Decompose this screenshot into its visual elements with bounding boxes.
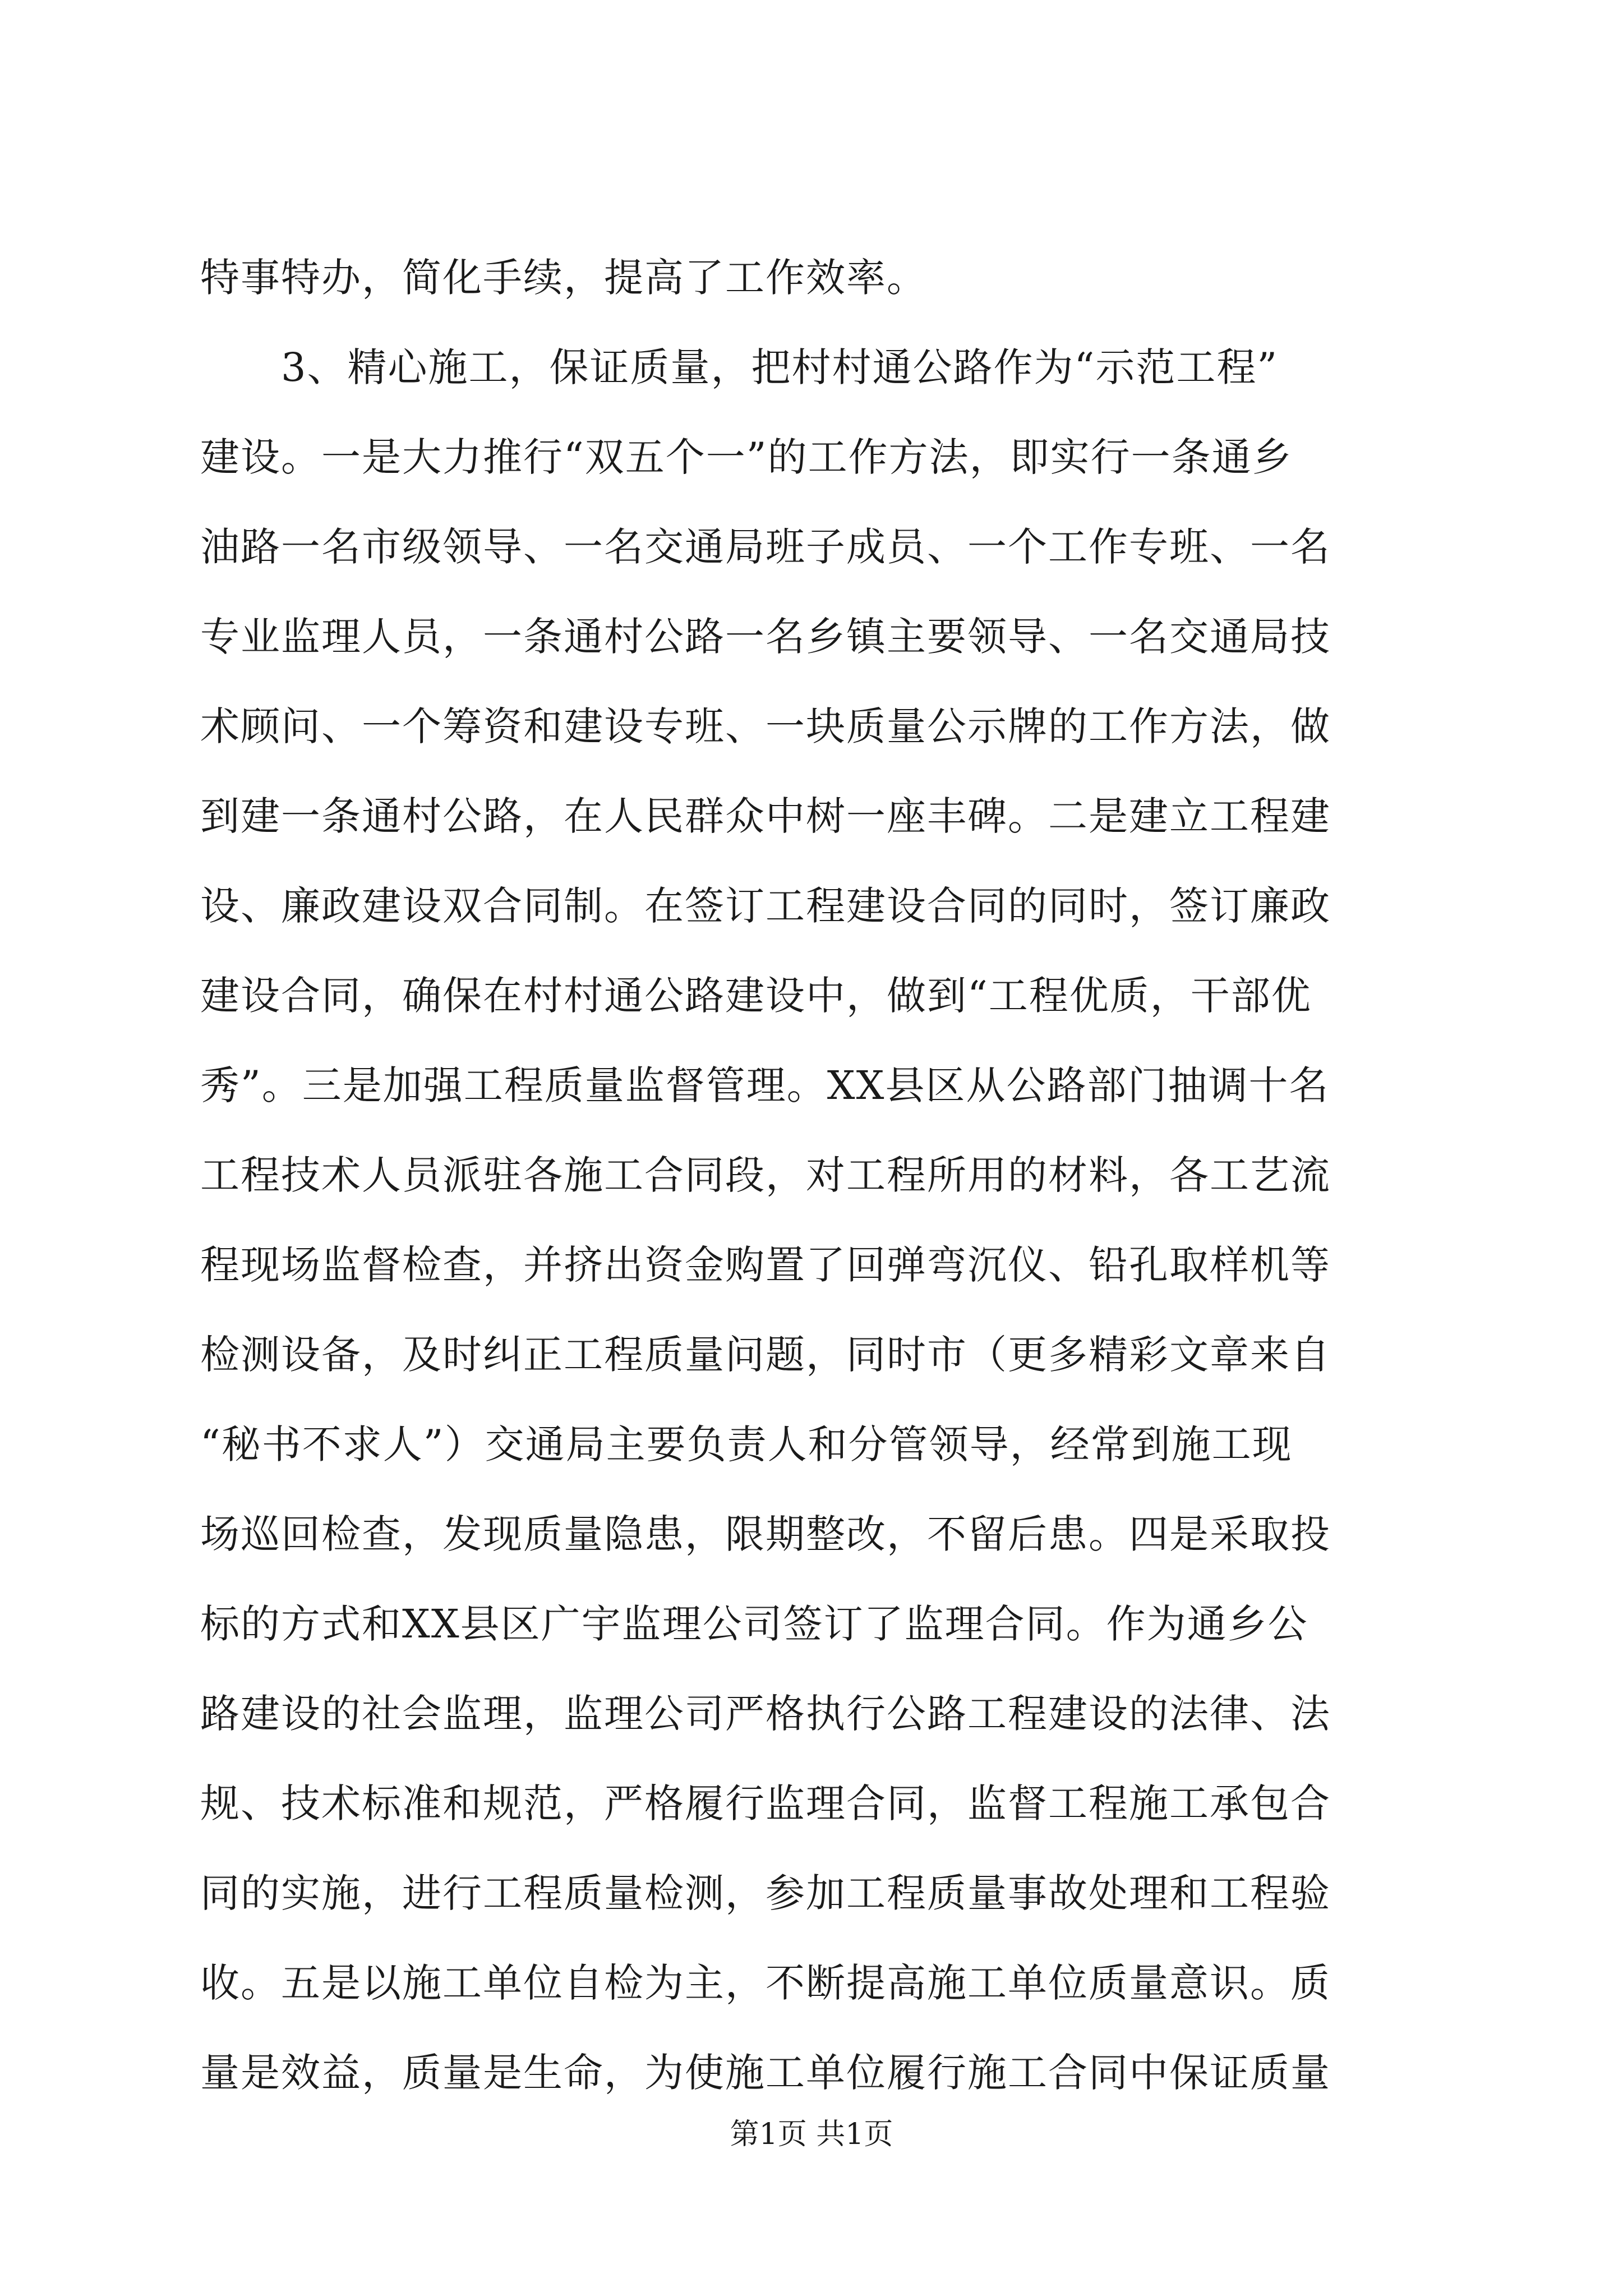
- body-text-line: 建设。一是大力推行“双五个一”的工作方法，即实行一条通乡: [200, 434, 1293, 480]
- body-text-line: 收。五是以施工单位自检为主，不断提高施工单位质量意识。质: [200, 1960, 1331, 2006]
- body-text-line: 油路一名市级领导、一名交通局班子成员、一个工作专班、一名: [200, 524, 1331, 570]
- body-text-line: 程现场监督检查，并挤出资金购置了回弹弯沉仪、铅孔取样机等: [200, 1242, 1331, 1288]
- body-text-line: 专业监理人员，一条通村公路一名乡镇主要领导、一名交通局技: [200, 614, 1331, 660]
- body-text-line: 标的方式和XX县区广宇监理公司签订了监理合同。作为通乡公: [200, 1601, 1308, 1647]
- body-text-line: 检测设备，及时纠正工程质量问题，同时市（更多精彩文章来自: [200, 1332, 1331, 1378]
- body-text-line: 设、廉政建设双合同制。在签订工程建设合同的同时，签订廉政: [200, 883, 1331, 929]
- body-text-line: 路建设的社会监理，监理公司严格执行公路工程建设的法律、法: [200, 1691, 1331, 1737]
- body-text-line: 3、精心施工，保证质量，把村村通公路作为“示范工程”: [200, 344, 1279, 390]
- body-text-line: 特事特办，简化手续，提高了工作效率。: [200, 255, 927, 301]
- body-text-line: 场巡回检查，发现质量隐患，限期整改，不留后患。四是采取投: [200, 1511, 1331, 1557]
- body-text-line: 建设合同，确保在村村通公路建设中，做到“工程优质，干部优: [200, 973, 1312, 1019]
- body-text-line: 规、技术标准和规范，严格履行监理合同，监督工程施工承包合: [200, 1780, 1331, 1826]
- body-text-line: 同的实施，进行工程质量检测，参加工程质量事故处理和工程验: [200, 1870, 1331, 1916]
- body-text-line: 工程技术人员派驻各施工合同段，对工程所用的材料，各工艺流: [200, 1152, 1331, 1198]
- body-text-line: 到建一条通村公路，在人民群众中树一座丰碑。二是建立工程建: [200, 793, 1331, 839]
- body-text-line: 秀”。三是加强工程质量监督管理。XX县区从公路部门抽调十名: [200, 1062, 1330, 1108]
- page-number-footer: 第1页 共1页: [730, 2118, 893, 2151]
- body-text-line: 量是效益，质量是生命，为使施工单位履行施工合同中保证质量: [200, 2050, 1331, 2096]
- body-text-line: “秘书不求人”）交通局主要负责人和分管领导，经常到施工现: [200, 1421, 1293, 1467]
- body-text-line: 术顾问、一个筹资和建设专班、一块质量公示牌的工作方法，做: [200, 703, 1331, 749]
